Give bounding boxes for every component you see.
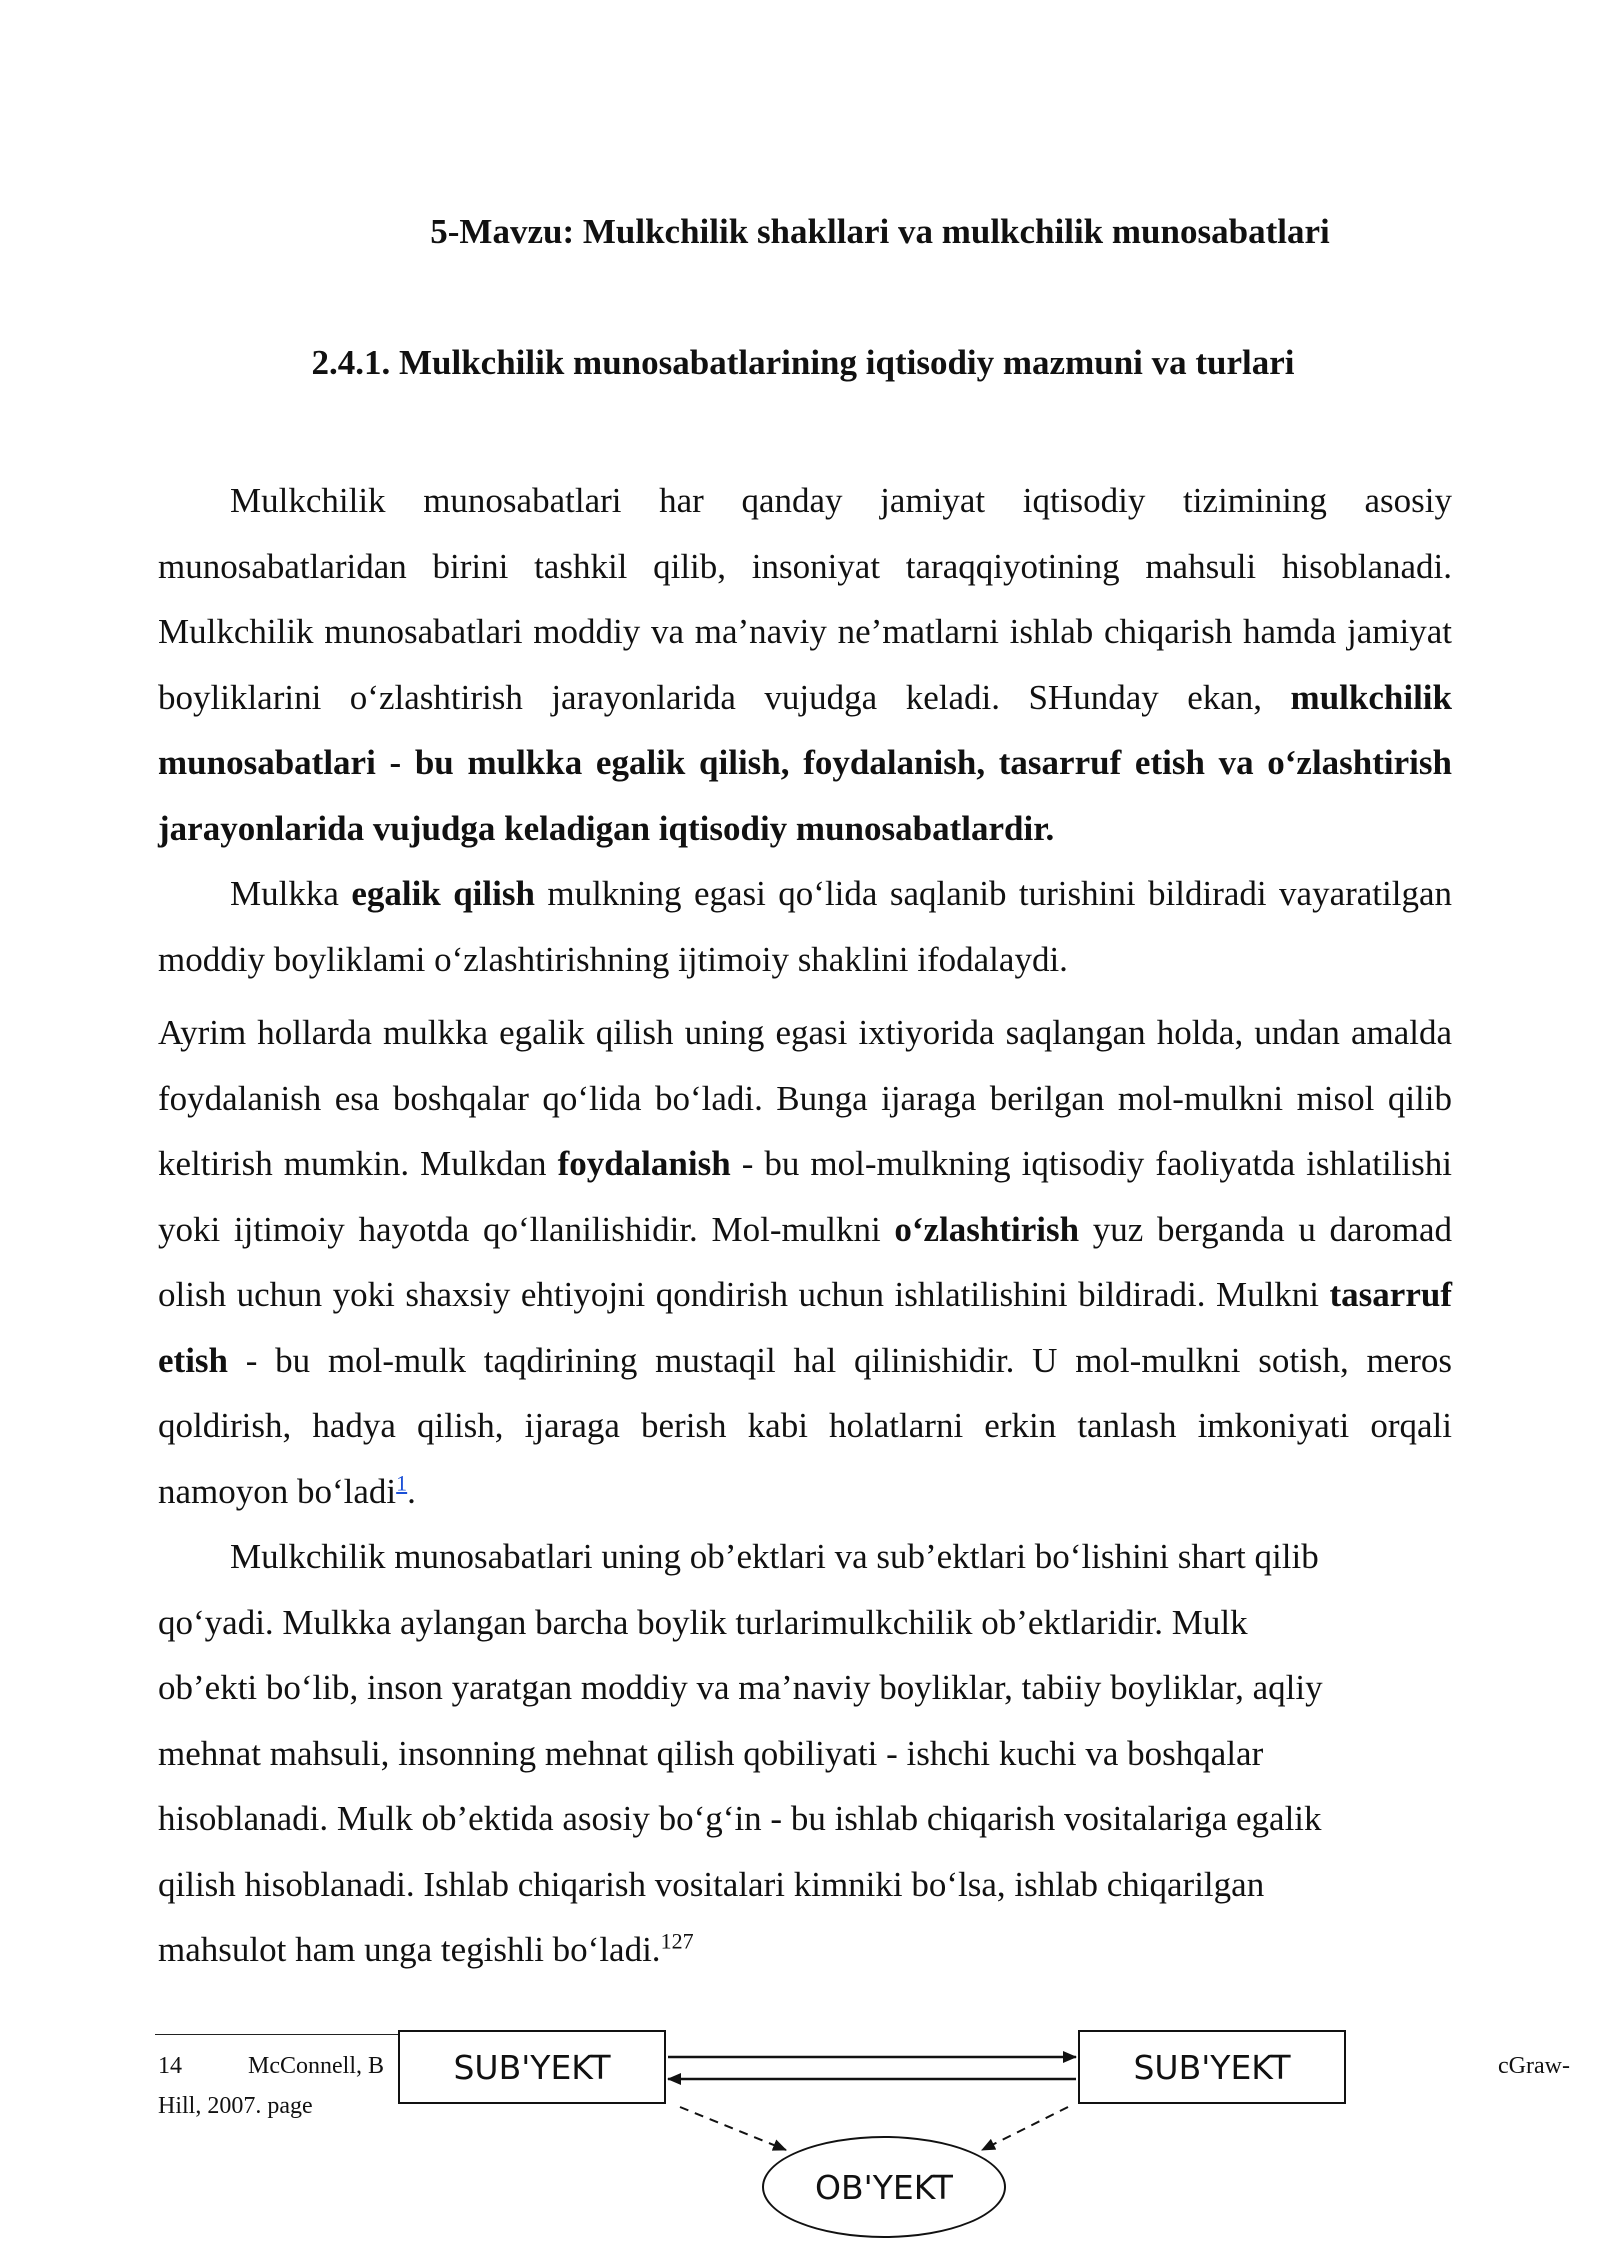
body-text xyxy=(158,468,1452,1983)
bold-definition: mulkchilik munosabatlari - bu mulkka egalik qilish, foydalanish, tasarruf etish va o‘zlashtirish jarayonlarida vujudga keladigan iqtisodiy munosabatlardir. xyxy=(158,677,1452,848)
object-ellipse: OB'YEKT xyxy=(762,2136,1006,2238)
page-title: 5-Mavzu: Mulkchilik shakllari va mulkchilik munosabatlari xyxy=(430,212,1330,251)
paragraph-1: Mulkchilik munosabatlari har qanday jamiyat iqtisodiy tizimining asosiy munosabatlaridan birini tashkil qilib, insoniyat taraqqiyotining mahsuli hisoblanadi. Mulkchilik munosabatlari moddiy va ma’naviy ne’matlarni ishlab chiqarish hamda jamiyat boyliklarini o‘zlashtirish jarayonlarida vujudga keladi. SHunday ekan, mulkchilik munosabatlari - bu mulkka egalik qilish, foydalanish, tasarruf etish va o‘zlashtirish jarayonlarida vujudga keladigan iqtisodiy munosabatlardir. xyxy=(158,481,1452,848)
footnote-number: 14 xyxy=(158,2053,182,2079)
subject-box-right: SUB'YEKT xyxy=(1078,2030,1346,2104)
footnote-link[interactable]: 1 xyxy=(396,1469,408,1495)
footnote-ref: 127 xyxy=(660,1928,694,1954)
section-heading: 2.4.1. Mulkchilik munosabatlarining iqtisodiy mazmuni va turlari xyxy=(311,343,1295,382)
footnote: 14 McConnell, B cGraw- Hill, 2007. page xyxy=(158,2046,1458,2126)
paragraph-2: Mulkka egalik qilish mulkning egasi qo‘lida saqlanib turishini bildiradi vayaratilgan moddiy boyliklami o‘zlashtirishning ijtimoiy shaklini ifodalaydi. xyxy=(158,874,1452,979)
paragraph-4: Mulkchilik munosabatlari uning ob’ektlari va sub’ektlari bo‘lishini shart qilib qo‘yadi. Mulkka aylangan barcha boylik turlarimulkchilik ob’ektlaridir. Mulk ob’ekti bo‘lib, inson yaratgan moddiy va ma’naviy boyliklar, tabiiy boyliklar, aqliy mehnat mahsuli, insonning mehnat qilish qobiliyati - ishchi kuchi va boshqalar hisoblanadi. Mulk ob’ektida asosiy bo‘g‘in - bu ishlab chiqarish vositalariga egalik qilish hisoblanadi. Ishlab chiqarish vositalari kimniki bo‘lsa, ishlab chiqarilgan mahsulot ham unga tegishli bo‘ladi.$^{127}$ xyxy=(158,1537,1323,1969)
paragraph-3: Ayrim hollarda mulkka egalik qilish uning egasi ixtiyorida saqlangan holda, undan amalda foydalanish esa boshqalar qo‘lida bo‘ladi. Bunga ijaraga berilgan mol-mulkni misol qilib keltirish mumkin. Mulkdan foydalanish - bu mol-mulkning iqtisodiy faoliyatda ishlatilishi yoki ijtimoiy hayotda qo‘llanilishidir. Mol-mulkni o‘zlashtirish yuz berganda u daromad olish uchun yoki shaxsiy ehtiyojni qondirish uchun ishlatilishini bildiradi. Mulkni tasarruf etish - bu mol-mulk taqdirining mustaqil hal qilinishidir. U mol-mulkni sotish, meros qoldirish, hadya qilish, ijaraga berish kabi holatlarni erkin tanlash imkoniyati orqali namoyon bo‘ladi$^1$. xyxy=(158,1013,1452,1511)
subject-box-left: SUB'YEKT xyxy=(398,2030,666,2104)
